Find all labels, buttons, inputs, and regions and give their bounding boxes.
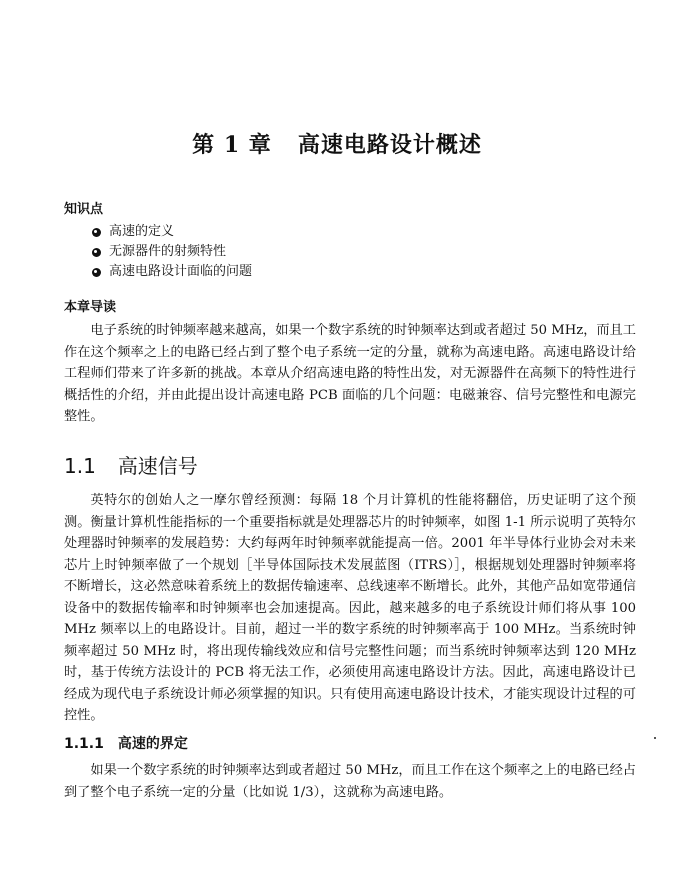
bullet-icon	[92, 228, 101, 237]
bullet-icon	[92, 268, 101, 277]
list-item: 高速电路设计面临的问题	[92, 262, 252, 282]
bullet-icon	[92, 248, 101, 257]
section-paragraph: 英特尔的创始人之一摩尔曾经预测：每隔 18 个月计算机的性能将翻倍，历史证明了这个预测。衡量计算机性能指标的一个重要指标就是处理器芯片的时钟频率，如图 1-1 所示说明了英特尔处理器时钟频率的发展趋势：大约每两年时钟频率就能提高一倍。2001 年半导体行业协会对未来芯片上时钟频率做了一个规划［半导体国际技术发展蓝图（ITRS）］，根据规划处理器时钟频率将不断增长，这必然意味着系统上的数据传输速率、总线速率不断增长。此外，其他产品如宽带通信设备中的数据传输率和时钟频率也会加速提高。因此，越来越多的电子系统设计师们将从事 100 MHz 频率以上的电路设计。目前，超过一半的数字系统的时钟频率高于 100 MHz。当系统时钟频率超过 50 MHz 时，将出现传输线效应和信号完整性问题；而当系统时钟频率达到 120 MHz 时，基于传统方法设计的 PCB 将无法工作，必须使用高速电路设计方法。因此，高速电路设计已经成为现代电子系统设计师必须掌握的知识。只有使用高速电路设计技术，才能实现设计过程的可控性。	[64, 493, 636, 723]
chapter-title	[0, 128, 674, 159]
list-item: 高速的定义	[92, 222, 252, 242]
section-number: 1.1	[64, 454, 96, 478]
list-item: 无源器件的射频特性	[92, 242, 252, 262]
knowledge-points-heading: 知识点	[64, 202, 104, 217]
chapter-guide-paragraph: 电子系统的时钟频率越来越高，如果一个数字系统的时钟频率达到或者超过 50 MHz，而且工作在这个频率之上的电路已经占到了整个电子系统一定的分量，就称为高速电路。高速电路设计给工程师们带来了许多新的挑战。本章从介绍高速电路的特性出发，对无源器件在高频下的特性进行概括性的介绍，并由此提出设计高速电路 PCB 面临的几个问题：电磁兼容、信号完整性和电源完整性。	[64, 323, 636, 424]
section-title: 高速信号	[117, 454, 198, 478]
chapter-guide-heading: 本章导读	[64, 300, 117, 315]
chapter-title-text: 高速电路设计概述	[297, 132, 482, 158]
knowledge-points-list	[92, 222, 252, 282]
section-heading	[64, 450, 198, 479]
subsection-paragraph: 如果一个数字系统的时钟频率达到或者超过 50 MHz，而且工作在这个频率之上的电路已经占到了整个电子系统一定的分量（比如说 1/3），这就称为高速电路。	[64, 763, 636, 800]
subsection-heading	[64, 733, 188, 753]
subsection-number: 1.1.1	[64, 736, 104, 752]
scan-speck	[654, 737, 656, 739]
subsection-title: 高速的界定	[117, 736, 188, 752]
chapter-number: 第 1 章	[192, 132, 272, 158]
